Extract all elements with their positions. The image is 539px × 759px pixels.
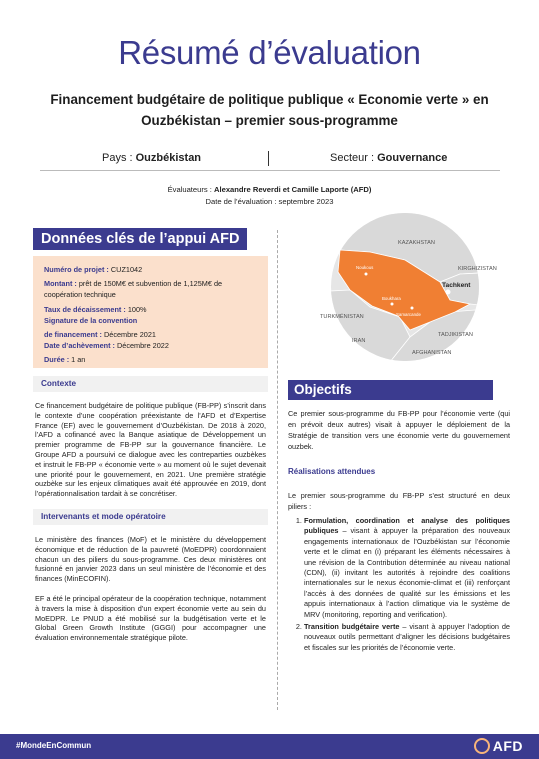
tachkent-marker <box>446 290 451 295</box>
footer-bar <box>0 734 539 759</box>
key-data-heading: Données clés de l’appui AFD <box>33 228 247 250</box>
column-divider <box>277 230 278 710</box>
context-heading: Contexte <box>33 376 268 392</box>
sector-value: Gouvernance <box>377 152 448 164</box>
actors-heading: Intervenants et mode opératoire <box>33 509 268 525</box>
page-subtitle: Financement budgétaire de politique publique « Economie verte » en Ouzbékistan – premier sous-programme <box>50 92 489 128</box>
completion-date: Date d’achèvement : Décembre 2022 <box>44 341 169 351</box>
actors-text-2: EF a été le principal opérateur de la coopération technique, notamment à travers la mise à disposition d’un expert économie verte au sein du MoEDPR. Le PNUD a été mobilisé sur la budgétisation verte et le Global Green Growth Institute (GGGI) pour accompagner une évaluation environnementale stratégique pilote. <box>35 593 266 643</box>
pillar-item: 2. Transition budgétaire verte – visant à appuyer l’adoption de nouveaux outils permettant d’aligner les décisions budgétaires et fiscales sur les priorités de l’économie verte. <box>304 622 510 653</box>
country-field: Pays : Ouzbékistan <box>102 152 202 164</box>
country-value: Ouzbékistan <box>135 152 202 164</box>
afd-logo-text: AFD <box>492 738 523 754</box>
results-heading: Réalisations attendues <box>288 467 376 476</box>
left-column <box>33 228 268 643</box>
meta-divider <box>268 151 269 166</box>
meta-underline <box>40 170 500 171</box>
label-tadjikistan: TADJIKISTAN <box>438 332 473 338</box>
evaluators-block <box>0 184 539 208</box>
page-title: Résumé d’évaluation <box>118 34 421 71</box>
evaluation-date: Date de l’évaluation : septembre 2023 <box>205 197 334 206</box>
pillars-list <box>288 516 510 653</box>
meta-row <box>40 152 500 166</box>
label-afghanistan: AFGHANISTAN <box>412 350 452 356</box>
afd-logo <box>474 738 523 754</box>
afd-logo-icon <box>474 738 490 754</box>
label-iran: IRAN <box>352 338 366 344</box>
footer-hashtag: #MondeEnCommun <box>16 741 92 750</box>
objectives-text: Ce premier sous-programme du FB-PP pour l’économie verte (qui en prévoit deux autres) visait à appuyer le déploiement de la Stratégie de transition vers une économie verte du gouvernement ouzbek. <box>288 409 510 451</box>
pillar-item: 1. Formulation, coordination et analyse des politiques publiques – visant à appuyer la préparation des nouveaux engagements internationaux de l’Ouzbékistan sur l’économie verte et le climat en (i) préparant les éléments nécessaires à une révision de la Contribution déterminée au niveau national (CDN), (ii) invitant les autorités à rejoindre des coalitions internationales sur le nexus économie-climat et (iii) renforçant l’accès à des données de qualité sur les émissions et les appuis internationaux à l’action climatique via le système de MRV (monitoring, reporting and verification). <box>304 516 510 620</box>
right-column <box>288 380 510 655</box>
key-data-box <box>33 256 268 368</box>
disbursement-rate: Taux de décaissement : 100% <box>44 304 147 314</box>
label-kirghizistan: KIRGHIZISTAN <box>458 266 497 272</box>
context-text: Ce financement budgétaire de politique publique (FB-PP) s’inscrit dans le contexte d’une coopération préexistante de l’AFD et d’Expertise France (EF) avec le gouvernement d’Ouzbékistan. De 2018 à 2020, l’AFD a cofinancé avec la Banque asiatique de Développement un premier programme de FB-PP sur la gouvernance financière. Le Groupe AFD a poursuivi ce dialogue avec les contreparties ouzbèkes et instruit le FB-PP « économie verte » au moment où le sujet devenait une priorité pour le gouvernement, en 2021. Une première stratégie ouzbèke sur les enjeux climatiques avait été approuvée en 2019, dont l’opérationnalisation tardait à se concrétiser. <box>35 401 266 499</box>
sector-field: Secteur : Gouvernance <box>330 152 448 164</box>
uzbekistan-map <box>310 212 500 362</box>
results-intro: Le premier sous-programme du FB-PP s’est structuré en deux piliers : <box>288 491 510 511</box>
label-kazakhstan: KAZAKHSTAN <box>398 240 435 246</box>
label-turkmenistan: TURKMÉNISTAN <box>320 314 364 320</box>
label-samarcande: Samarcande <box>396 312 421 317</box>
evaluators-line: Évaluateurs : Alexandre Reverdi et Camille Laporte (AFD) <box>167 185 372 194</box>
amount: Montant : prêt de 150M€ et subvention de 1,125M€ de coopération technique <box>44 279 223 300</box>
objectives-heading: Objectifs <box>288 380 493 400</box>
project-number: Numéro de projet : CUZ1042 <box>44 265 143 274</box>
samarcande-marker <box>411 307 414 310</box>
actors-text-1: Le ministère des finances (MoF) et le ministère du développement économique et de réduction de la pauvreté (MoEDPR) coordonnaient chacun un des piliers du sous-programme. Ces deux ministères ont fusionné en janvier 2023 dans un seul ministère de l’économie et des finances (MinECOFIN). <box>35 534 266 584</box>
boukhara-marker <box>391 303 394 306</box>
noukous-marker <box>365 273 368 276</box>
duration: Durée : 1 an <box>44 355 86 365</box>
label-boukhara: Boukhara <box>382 296 401 301</box>
financing-date: de financement : Décembre 2021 <box>44 330 156 340</box>
signature-label: Signature de la convention <box>44 315 138 325</box>
label-tachkent: Tachkent <box>442 282 471 289</box>
label-noukous: Noukous <box>356 265 374 270</box>
